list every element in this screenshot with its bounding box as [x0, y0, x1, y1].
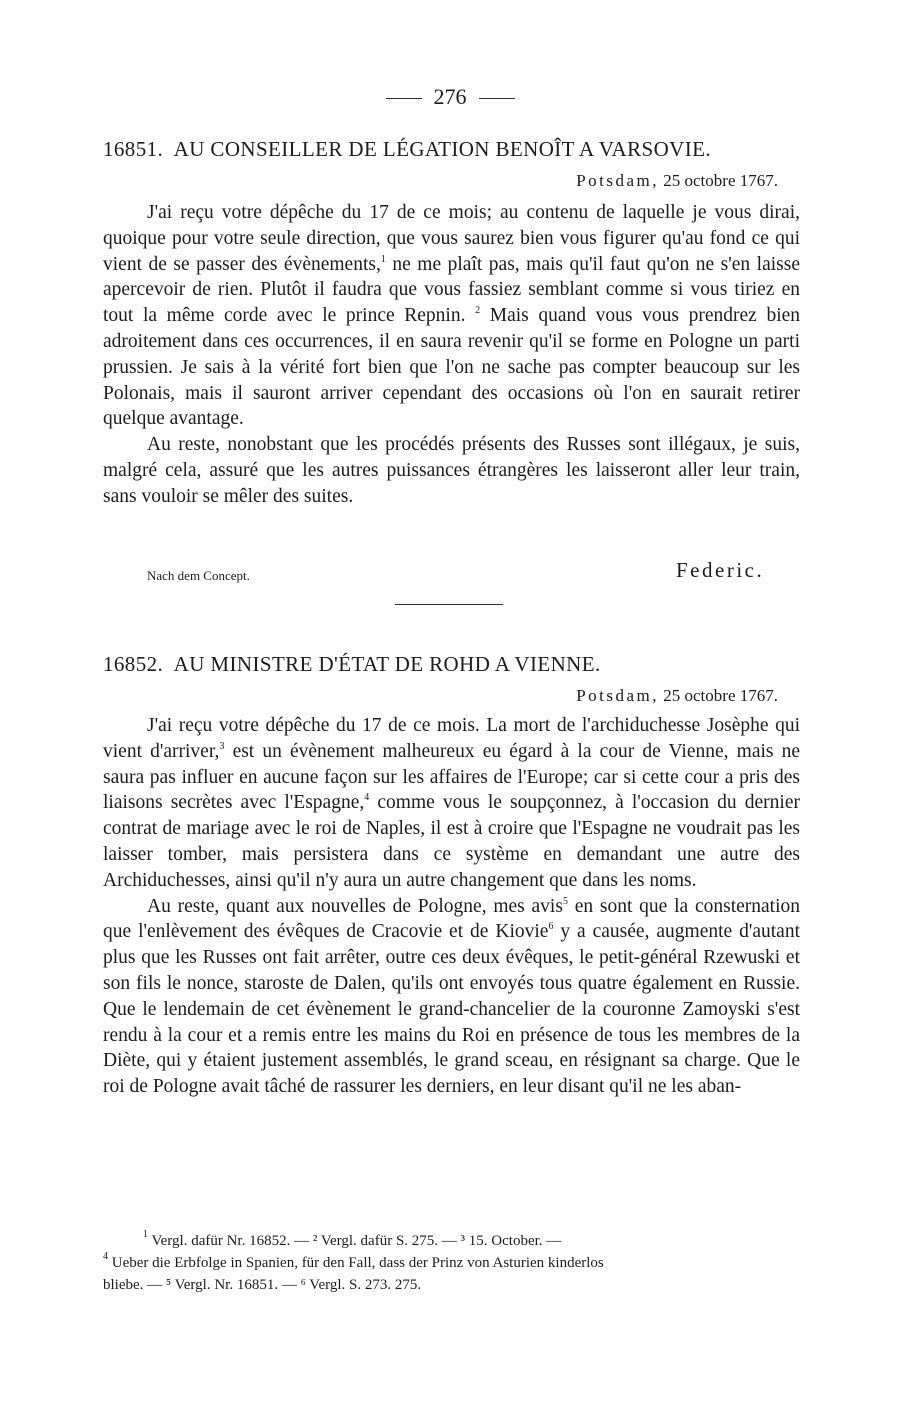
- footnote-mark: 3: [219, 740, 225, 752]
- letter-2-text-e: en sont que la consternation que l'enlèvement des évêques de Cracovie et de Kiovie: [103, 895, 800, 943]
- footnote-mark: 1: [380, 253, 386, 265]
- footnote-mark: 1: [143, 1229, 148, 1240]
- letter-2-body: [103, 713, 800, 1100]
- letter-1-title: [103, 137, 803, 162]
- footnote-mark: 4: [364, 792, 370, 804]
- letter-1-number: 16851.: [103, 137, 164, 161]
- footnote-text-1: Vergl. dafür Nr. 16852. — ² Vergl. dafür S. 275. — ³ 15. October. —: [151, 1233, 562, 1249]
- footnote-mark: 2: [475, 305, 481, 317]
- header-dash-left: [386, 98, 422, 99]
- letter-2-text-f: y a causée, augmente d'autant plus que les Russes ont fait arrêter, outre ces deux évêques, le petit-général Rzewuski et son fils le nonce, staroste de Dalen, qu'ils ont envoyés tous quatre également en Russie. Que le lendemain de cet évènement le grand-chancelier de la couronne Zamoyski s'est rendu à la cour et a remis entre les mains du Roi en présence de tous les membres de la Diète, qui y étaient justement assemblés, le grand sceau, en résignant sa charge. Que le roi de Pologne avait tâché de rassurer les derniers, en leur disant qu'il ne les aban-: [103, 921, 800, 1098]
- letter-2-place: Potsdam,: [576, 686, 660, 705]
- letter-1-text-b: ne me plaît pas, mais qu'il faut qu'on ne s'en laisse apercevoir de rien. Plutôt il faudra que vous fassiez semblant comme si vous tiriez en tout la même corde avec le prince Repnin.: [103, 253, 800, 327]
- letter-1-dateline: [576, 171, 778, 191]
- letter-2-number: 16852.: [103, 652, 164, 676]
- footnote-line-3: bliebe. — ⁵ Vergl. Nr. 16851. — ⁶ Vergl. S. 273. 275.: [103, 1277, 422, 1293]
- section-divider: [395, 604, 503, 605]
- letter-1-text-a: J'ai reçu votre dépêche du 17 de ce mois; au contenu de laquelle je vous dirai, quoique pour votre seule direction, que vous saurez bien vous figurer qu'au fond ce qui vient de se passer des évènements,: [103, 202, 800, 275]
- letter-1-signature: Federic.: [676, 558, 765, 582]
- letter-2-dateline: [576, 686, 778, 706]
- letter-1-heading: AU CONSEILLER DE LÉGATION BENOÎT A VARSOVIE.: [173, 137, 712, 161]
- letter-2-date: 25 octobre 1767.: [663, 686, 778, 705]
- letter-2-heading: AU MINISTRE D'ÉTAT DE ROHD A VIENNE.: [173, 652, 601, 676]
- letter-1-paragraph-2: Au reste, nonobstant que les procédés présents des Russes sont illégaux, je suis, malgré cela, assuré que les autres puissances étrangères les laisseront aller leur train, sans vouloir se mêler des suites.: [103, 434, 800, 507]
- letter-1-paragraph-1: [103, 200, 800, 432]
- page-header: [0, 84, 900, 110]
- letter-1-date: 25 octobre 1767.: [663, 171, 778, 190]
- footnote-mark: 4: [103, 1251, 108, 1262]
- footnote-text-2: Ueber die Erbfolge in Spanien, für den Fall, dass der Prinz von Asturien kinderlos: [111, 1255, 604, 1271]
- footnote-mark: 6: [548, 921, 554, 933]
- footnote-mark: 5: [562, 895, 568, 907]
- page-number: 276: [433, 84, 467, 109]
- footnote-line-2: [103, 1252, 800, 1274]
- letter-1-text-c: Mais quand vous vous prendrez bien adroitement dans ces occurrences, il en saura revenir qu'il se forme en Pologne un parti prussien. Je sais à la vérité fort bien que l'on ne sache pas compter beaucoup sur les Polonais, mais il sauront arriver cependant des occasions où l'on en saurait retirer quelque avantage.: [103, 305, 801, 430]
- letter-2-title: [103, 652, 803, 677]
- letter-2-text-a: J'ai reçu votre dépêche du 17 de ce mois. La mort de l'archiduchesse Josèphe qui vient d'arriver,: [103, 715, 800, 762]
- letter-2-paragraph-1: [103, 713, 800, 894]
- footnotes: [103, 1230, 800, 1296]
- letter-2-paragraph-2: [103, 894, 800, 1100]
- letter-2-text-d: Au reste, quant aux nouvelles de Pologne, mes avis: [147, 895, 563, 917]
- header-dash-right: [479, 98, 515, 99]
- letter-2-text-b: est un évènement malheureux eu égard à la cour de Vienne, mais ne saura pas influer en aucune façon sur les affaires de l'Europe; car si cette cour a pris des liaisons secrètes avec l'Espagne,: [103, 740, 801, 814]
- letter-1-place: Potsdam,: [576, 171, 660, 190]
- letter-1-body: [103, 200, 800, 510]
- letter-1-source-note: Nach dem Concept.: [147, 568, 250, 583]
- letter-2-text-c: comme vous le soupçonnez, à l'occasion du dernier contrat de mariage avec le roi de Naples, il est à croire que l'Espagne ne voudrait pas les laisser tomber, mais persistera dans ce système en demandant une autre des Archiduchesses, ainsi qu'il n'y aura un autre changement que dans les noms.: [103, 792, 800, 891]
- footnote-line-1: [103, 1230, 800, 1252]
